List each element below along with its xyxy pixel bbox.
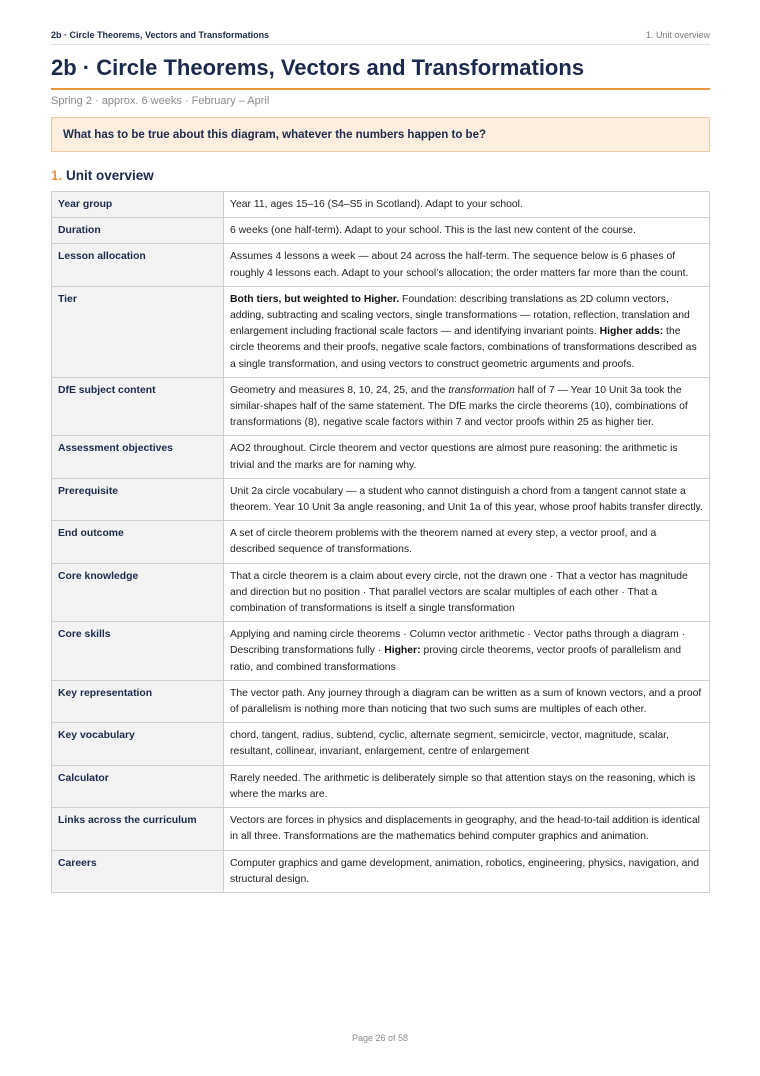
table-row [52,436,710,478]
row-value: Unit 2a circle vocabulary — a student who cannot distinguish a chord from a tangent cannot state a theorem. Year 10 Unit 3a angle reasoning, and Unit 1a of this year, whose proof habits transfer directly. [224,478,710,520]
page-number: Page 26 of 58 [351,1033,409,1043]
core-skills-higher-label: Higher: [384,645,421,657]
row-label: Assessment objectives [52,436,224,478]
table-row [52,478,710,520]
page-subtitle: Spring 2 · approx. 6 weeks · February – April [51,95,270,107]
row-label: Links across the curriculum [52,808,224,850]
table-row [52,218,710,244]
tier-foundation-text: Foundation: describing translations as 2D column vectors, adding, subtracting and scaling vectors, single transformations — rotation, reflection, translation and enlargement including fractional scale factors — and identifying invariant points. [230,293,690,338]
section-title: Unit overview [66,168,154,183]
table-row [52,723,710,765]
table-row [52,680,710,722]
dfe-text-end: half of 7 — Year 10 Unit 3a took the similar-shapes half of the same statement. The DfE marks the circle theorems (10), combinations of transformations (8), negative scale factors within 7 and vector proofs within 25 as higher tier. [230,384,688,429]
row-value [224,377,710,436]
row-value: 6 weeks (one half-term). Adapt to your school. This is the last new content of the course. [224,218,710,244]
row-value: A set of circle theorem problems with the theorem named at every step, a vector proof, and a described sequence of transformations. [224,521,710,563]
core-skills-text: Applying and naming circle theorems · Column vector arithmetic · Vector paths through a diagram · Describing transformations fully · [230,629,686,657]
core-skills-higher-text: proving circle theorems, vector proofs of parallelism and ratio, and combined transformations [230,645,682,673]
table-row [52,286,710,377]
row-label: Calculator [52,765,224,807]
table-row [52,765,710,807]
row-value: Vectors are forces in physics and displacements in geography, and the head-to-tail addition is identical in all three. Transformations are the mathematics behind computer graphics and animation. [224,808,710,850]
table-row [52,521,710,563]
row-value [224,622,710,681]
row-label: Duration [52,218,224,244]
section-number: 1. [51,168,63,183]
row-value [224,286,710,377]
table-row [52,850,710,892]
row-label: Tier [52,286,224,377]
page-title: 2b · Circle Theorems, Vectors and Transformations [51,52,710,90]
row-value: chord, tangent, radius, subtend, cyclic, alternate segment, semicircle, vector, magnitude, scalar, resultant, collinear, invariant, enlargement, centre of enlargement [224,723,710,765]
row-value: Assumes 4 lessons a week — about 24 across the half-term. The sequence below is 6 phases of roughly 4 lessons each. Adapt to your school’s allocation; the order matters far more than the count. [224,244,710,286]
row-value: The vector path. Any journey through a diagram can be written as a sum of known vectors, and a proof of parallelism is nothing more than noticing that two such sums are multiples of each other. [224,680,710,722]
table-row [52,563,710,622]
row-value: AO2 throughout. Circle theorem and vector questions are almost pure reasoning: the arithmetic is trivial and the marks are for naming why. [224,436,710,478]
table-row [52,622,710,681]
row-label: DfE subject content [52,377,224,436]
table-row [52,192,710,218]
running-header-title: 2b · Circle Theorems, Vectors and Transformations [51,29,270,40]
section-heading [51,168,154,183]
row-value: Computer graphics and game development, animation, robotics, engineering, physics, navigation, and structural design. [224,850,710,892]
row-value: Year 11, ages 15–16 (S4–S5 in Scotland). Adapt to your school. [224,192,710,218]
running-header-section: 1. Unit overview [645,29,710,40]
row-label: Core skills [52,622,224,681]
running-header [51,29,710,45]
unit-overview-table [51,191,710,893]
key-question-text: What has to be true about this diagram, whatever the numbers happen to be? [63,128,486,141]
table-row [52,244,710,286]
tier-higher-text: the circle theorems and their proofs, negative scale factors, combinations of transformations described as a single transformation, and using vectors to construct geometric arguments and proofs. [230,326,697,370]
table-row [52,377,710,436]
row-value: That a circle theorem is a claim about every circle, not the drawn one · That a vector has magnitude and direction but no position · That parallel vectors are scalar multiples of each other · That a combination of transformations is itself a single transformation [224,563,710,622]
key-question-box [51,117,710,152]
tier-emphasis: Both tiers, but weighted to Higher. [230,293,400,305]
row-label: Core knowledge [52,563,224,622]
row-label: End outcome [52,521,224,563]
row-label: Prerequisite [52,478,224,520]
row-value: Rarely needed. The arithmetic is deliberately simple so that attention stays on the reasoning, which is where the marks are. [224,765,710,807]
row-label: Careers [52,850,224,892]
dfe-text-start: Geometry and measures 8, 10, 24, 25, and the [230,384,449,396]
row-label: Key representation [52,680,224,722]
row-label: Lesson allocation [52,244,224,286]
row-label: Year group [52,192,224,218]
tier-higher-label: Higher adds: [599,326,664,338]
row-label: Key vocabulary [52,723,224,765]
table-row [52,808,710,850]
dfe-italic-term: transformation [448,384,515,396]
